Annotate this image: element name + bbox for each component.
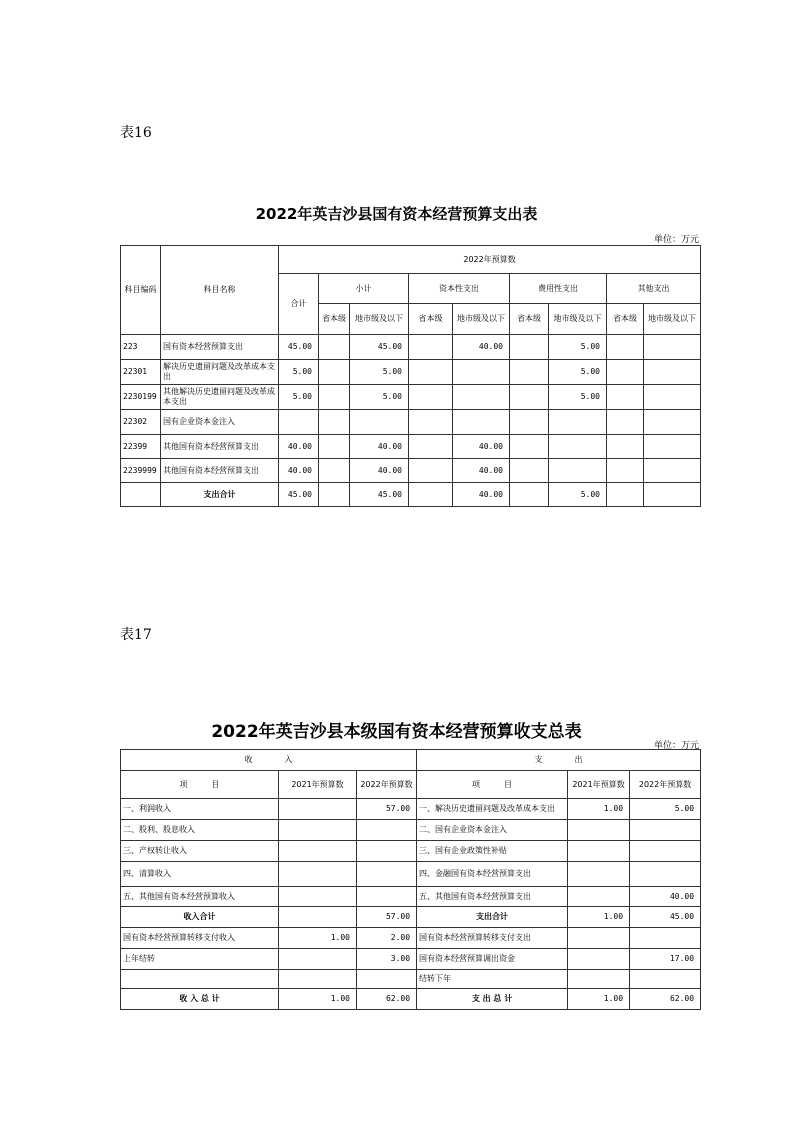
cell: 57.00 [357,799,417,820]
col-2022-header: 2022年预算数 [357,771,417,799]
col-province-header: 省本级 [510,304,549,335]
total-row [121,483,701,507]
cell: 1.00 [279,989,357,1010]
cell [644,435,701,459]
col-province-header: 省本级 [409,304,453,335]
cell: 1.00 [568,907,630,928]
income-item: 二、股利、股息收入 [121,820,279,841]
col-item-header: 项 目 [417,771,568,799]
cell: 5.00 [549,335,607,360]
expense-item: 四、金融国有资本经营预算支出 [417,862,568,887]
cell-total: 40.00 [279,459,319,483]
cell [644,410,701,435]
expense-item: 国有资本经营预算转移支付支出 [417,928,568,949]
cell: 1.00 [279,928,357,949]
expense-total-label: 支 出 总 计 [417,989,568,1010]
cell: 40.00 [350,435,409,459]
table-row [121,887,701,907]
table-row [121,862,701,887]
table-row [121,385,701,410]
cell [510,459,549,483]
cell-name: 其他国有资本经营预算支出 [161,459,279,483]
cell: 5.00 [549,385,607,410]
cell [357,841,417,862]
table-row [121,435,701,459]
income-item [121,970,279,989]
cell [607,335,644,360]
cell [568,820,630,841]
table-row [121,928,701,949]
col-code-header: 科目编码 [121,246,161,335]
cell-code: 22301 [121,360,161,385]
cell-total: 5.00 [279,385,319,410]
cell [357,970,417,989]
col-province-header: 省本级 [607,304,644,335]
col-total-header: 合计 [279,274,319,335]
col-2021-header: 2021年预算数 [568,771,630,799]
cell-total: 45.00 [279,483,319,507]
cell-name: 国有企业资本金注入 [161,410,279,435]
cell [409,360,453,385]
cell [549,410,607,435]
col-city-header: 地市级及以下 [549,304,607,335]
cell [319,335,350,360]
income-item: 四、清算收入 [121,862,279,887]
cell [409,385,453,410]
cell [279,799,357,820]
cell: 2.00 [357,928,417,949]
cell [644,459,701,483]
cell [607,435,644,459]
total-label: 支出合计 [161,483,279,507]
expense-item: 结转下年 [417,970,568,989]
cell [510,335,549,360]
cell [409,483,453,507]
table17-label: 表17 [120,627,152,643]
col-budget-header: 2022年预算数 [279,246,701,274]
table16-unit: 单位：万元 [654,235,700,245]
cell [409,459,453,483]
cell [357,862,417,887]
cell: 45.00 [350,483,409,507]
table-row [121,360,701,385]
cell: 5.00 [350,385,409,410]
table-row [121,949,701,970]
cell: 40.00 [453,435,510,459]
col-expense-header: 费用性支出 [510,274,607,304]
col-other-header: 其他支出 [607,274,701,304]
cell [279,841,357,862]
cell-name: 其他国有资本经营预算支出 [161,435,279,459]
cell [319,483,350,507]
cell: 5.00 [549,360,607,385]
cell [630,841,701,862]
expense-header: 支 出 [417,750,701,771]
col-city-header: 地市级及以下 [644,304,701,335]
cell [409,435,453,459]
grand-total-row [121,989,701,1010]
cell-total: 5.00 [279,360,319,385]
cell-total [279,410,319,435]
cell: 3.00 [357,949,417,970]
cell [568,887,630,907]
table-row [121,459,701,483]
expense-item: 二、国有企业资本金注入 [417,820,568,841]
income-item: 一、利润收入 [121,799,279,820]
cell-name: 解决历史遗留问题及改革成本支出 [161,360,279,385]
cell [549,435,607,459]
income-item: 五、其他国有资本经营预算收入 [121,887,279,907]
table16-title: 2022年英吉沙县国有资本经营预算支出表 [255,205,538,223]
cell-name: 国有资本经营预算支出 [161,335,279,360]
cell [630,928,701,949]
cell [644,335,701,360]
income-subtotal-label: 收入合计 [121,907,279,928]
income-item: 上年结转 [121,949,279,970]
cell [357,820,417,841]
expense-item: 一、解决历史遗留问题及改革成本支出 [417,799,568,820]
table16 [120,245,701,507]
cell [510,483,549,507]
cell [607,483,644,507]
table17 [120,749,701,1010]
cell-code: 2239999 [121,459,161,483]
income-header: 收 入 [121,750,417,771]
cell: 40.00 [630,887,701,907]
expense-item: 三、国有企业政策性补贴 [417,841,568,862]
cell: 40.00 [350,459,409,483]
cell [607,410,644,435]
cell [644,360,701,385]
cell [357,887,417,907]
income-total-label: 收 入 总 计 [121,989,279,1010]
cell: 1.00 [568,989,630,1010]
cell [644,385,701,410]
cell [453,410,510,435]
cell [607,360,644,385]
cell: 40.00 [453,483,510,507]
cell: 40.00 [453,335,510,360]
table17-title: 2022年英吉沙县本级国有资本经营预算收支总表 [211,722,582,742]
cell [409,335,453,360]
cell [319,385,350,410]
table-row [121,799,701,820]
cell-total: 45.00 [279,335,319,360]
table-row [121,841,701,862]
cell [568,841,630,862]
cell-total: 40.00 [279,435,319,459]
cell [644,483,701,507]
cell: 40.00 [453,459,510,483]
cell [630,862,701,887]
cell [121,483,161,507]
cell [279,862,357,887]
cell [568,862,630,887]
table-row [121,820,701,841]
cell-code: 22399 [121,435,161,459]
cell [510,385,549,410]
cell [319,459,350,483]
table16-label: 表16 [120,125,152,141]
cell [510,435,549,459]
cell [279,949,357,970]
cell: 1.00 [568,799,630,820]
expense-item: 国有资本经营预算调出资金 [417,949,568,970]
col-name-header: 科目名称 [161,246,279,335]
col-2021-header: 2021年预算数 [279,771,357,799]
cell: 45.00 [350,335,409,360]
cell: 5.00 [630,799,701,820]
cell [607,459,644,483]
cell [453,385,510,410]
cell [453,360,510,385]
cell [319,360,350,385]
table-row [121,410,701,435]
cell [630,970,701,989]
income-item: 国有资本经营预算转移支付收入 [121,928,279,949]
subtotal-row [121,907,701,928]
cell: 57.00 [357,907,417,928]
col-2022-header: 2022年预算数 [630,771,701,799]
cell [510,360,549,385]
cell [409,410,453,435]
cell [568,949,630,970]
col-city-header: 地市级及以下 [350,304,409,335]
col-item-header: 项 目 [121,771,279,799]
cell: 5.00 [350,360,409,385]
expense-subtotal-label: 支出合计 [417,907,568,928]
cell [279,970,357,989]
col-city-header: 地市级及以下 [453,304,510,335]
table-row [121,335,701,360]
cell: 17.00 [630,949,701,970]
cell [279,820,357,841]
cell [510,410,549,435]
cell-code: 22302 [121,410,161,435]
cell [319,410,350,435]
cell: 62.00 [357,989,417,1010]
cell-name: 其他解决历史遗留问题及改革成本支出 [161,385,279,410]
income-item: 三、产权转让收入 [121,841,279,862]
cell [549,459,607,483]
cell-code: 223 [121,335,161,360]
table17-unit: 单位：万元 [654,741,700,751]
col-subtotal-header: 小计 [319,274,409,304]
table-row [121,970,701,989]
cell [279,887,357,907]
expense-item: 五、其他国有资本经营预算支出 [417,887,568,907]
cell [319,435,350,459]
col-province-header: 省本级 [319,304,350,335]
cell [568,970,630,989]
cell [279,907,357,928]
cell: 5.00 [549,483,607,507]
cell-code: 2230199 [121,385,161,410]
cell [568,928,630,949]
col-capital-header: 资本性支出 [409,274,510,304]
cell [350,410,409,435]
cell: 62.00 [630,989,701,1010]
cell [607,385,644,410]
cell [630,820,701,841]
cell: 45.00 [630,907,701,928]
